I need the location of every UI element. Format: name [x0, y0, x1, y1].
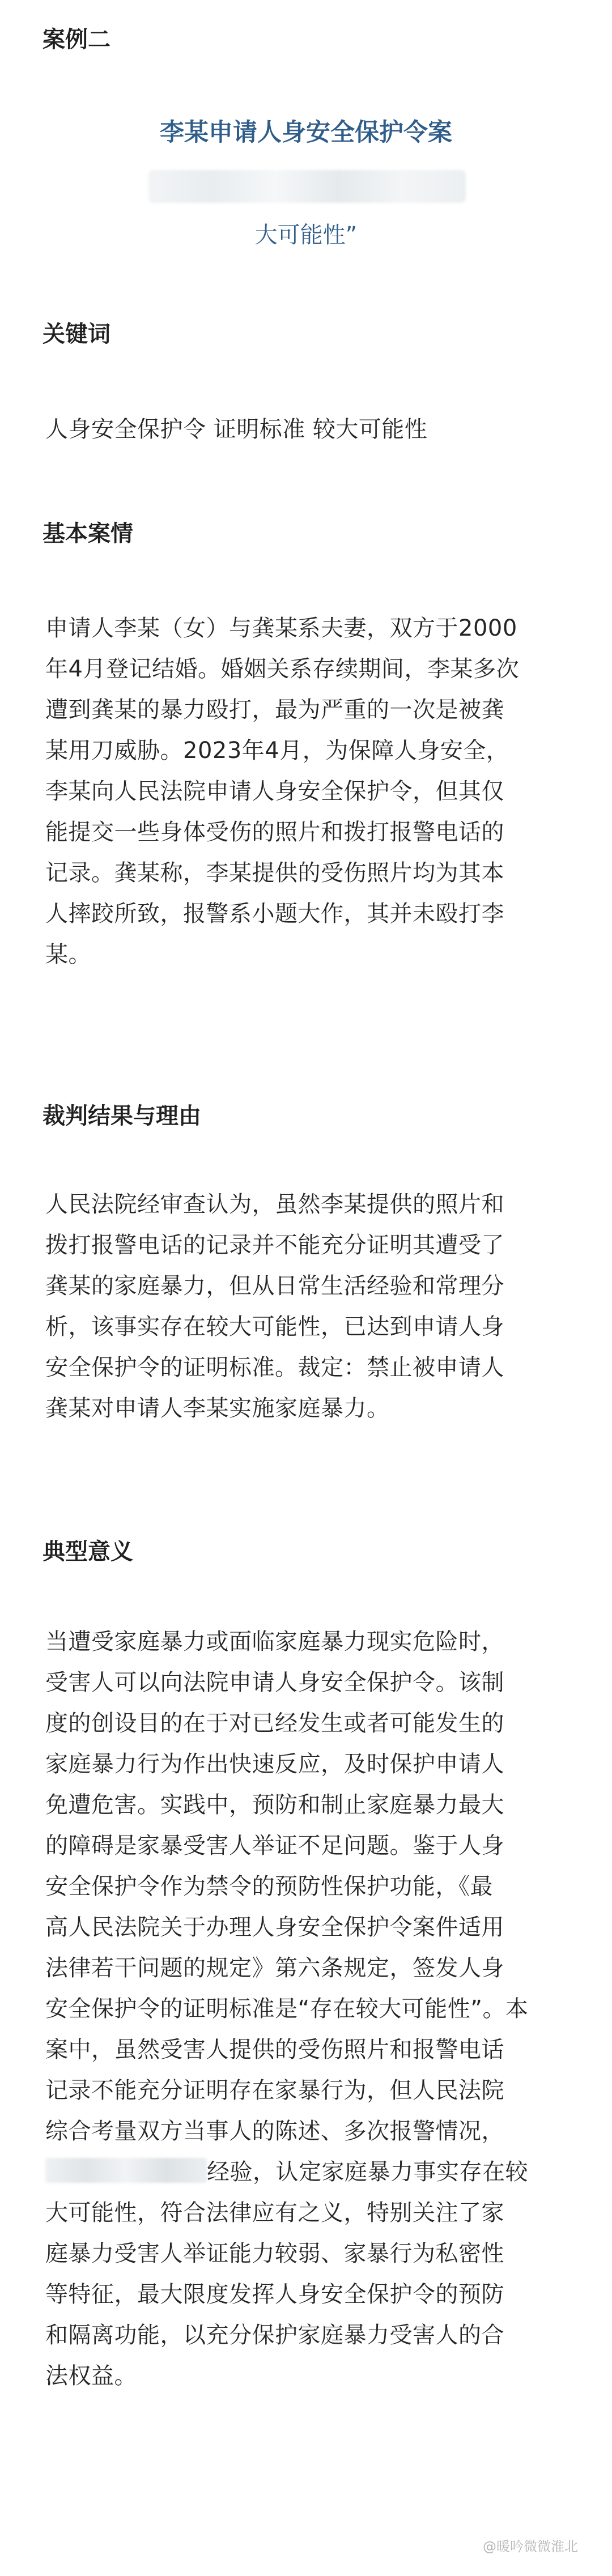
text-line: 当遭受家庭暴力或面临家庭暴力现实危险时，: [45, 1629, 504, 1655]
text-line: 等特征，最大限度发挥人身安全保护令的预防: [45, 2281, 504, 2307]
text-line: 安全保护令的证明标准。裁定：禁止被申请人: [45, 1355, 504, 1381]
judgment-paragraph: [45, 1184, 572, 1429]
text-line: 年4月登记结婚。婚姻关系存续期间，李某多次: [45, 656, 519, 682]
text-line: 安全保护令的证明标准是“存在较大可能性”。本: [45, 1996, 529, 2022]
text-line: 受害人可以向法院申请人身安全保护令。该制: [45, 1670, 504, 1696]
text-line: 的障碍是家暴受害人举证不足问题。鉴于人身: [45, 1833, 504, 1859]
case-subtitle: 大可能性”: [254, 222, 358, 248]
text-line: 法权益。: [45, 2363, 137, 2389]
text-line: 能提交一些身体受伤的照片和拨打报警电话的: [45, 819, 504, 845]
text-line: 法律若干问题的规定》第六条规定，签发人身: [45, 1955, 504, 1981]
text-line-tail: 经验，认定家庭暴力事实存在较: [207, 2159, 528, 2185]
text-line-partially-blurred: [45, 2152, 572, 2192]
text-line: 遭到龚某的暴力殴打，最为严重的一次是被龚: [45, 697, 504, 723]
blurred-subtitle-region: [148, 170, 466, 203]
text-line: 申请人李某（女）与龚某系夫妻，双方于2000: [45, 615, 517, 641]
text-line: 庭暴力受害人举证能力较弱、家暴行为私密性: [45, 2241, 504, 2267]
judgment-heading: 裁判结果与理由: [42, 1103, 201, 1129]
text-line: 度的创设目的在于对已经发生或者可能发生的: [45, 1710, 504, 1736]
text-line: 李某向人民法院申请人身安全保护令，但其仅: [45, 778, 504, 804]
text-line: 案中，虽然受害人提供的受伤照片和报警电话: [45, 2037, 504, 2063]
keywords-text: [45, 409, 572, 450]
text-line: 综合考量双方当事人的陈述、多次报警情况，: [45, 2118, 504, 2144]
keywords-line: 人身安全保护令 证明标准 较大可能性: [45, 416, 428, 442]
text-line: 某用刀威胁。2023年4月，为保障人身安全，: [45, 738, 509, 764]
text-line: 人民法院经审查认为，虽然李某提供的照片和: [45, 1191, 504, 1217]
text-line: 安全保护令作为禁令的预防性保护功能，《最: [45, 1874, 493, 1900]
text-line: 免遭危害。实践中，预防和制止家庭暴力最大: [45, 1792, 504, 1818]
blurred-text-region: [45, 2158, 207, 2183]
text-line: 龚某对申请人李某实施家庭暴力。: [45, 1395, 390, 1421]
text-line: 大可能性，符合法律应有之义，特别关注了家: [45, 2200, 504, 2226]
case-label: 案例二: [42, 27, 110, 53]
keywords-heading: 关键词: [42, 321, 110, 347]
significance-paragraph: [45, 1621, 572, 2396]
text-line: 和隔离功能，以充分保护家庭暴力受害人的合: [45, 2322, 504, 2348]
text-line: 高人民法院关于办理人身安全保护令案件适用: [45, 1914, 504, 1940]
watermark: @暖吟微微淮北: [483, 2539, 578, 2554]
significance-heading: 典型意义: [42, 1539, 133, 1565]
text-line: 记录不能充分证明存在家暴行为，但人民法院: [45, 2077, 504, 2104]
text-line: 人摔跤所致，报警系小题大作，其并未殴打李: [45, 901, 504, 927]
text-line: 析，该事实存在较大可能性，已达到申请人身: [45, 1314, 504, 1340]
text-line: 拨打报警电话的记录并不能充分证明其遭受了: [45, 1232, 504, 1258]
facts-heading: 基本案情: [42, 521, 133, 547]
facts-paragraph: [45, 608, 572, 975]
case-title: 李某申请人身安全保护令案: [160, 118, 452, 147]
text-line: 家庭暴力行为作出快速反应，及时保护申请人: [45, 1751, 504, 1777]
text-line: 某。: [45, 942, 91, 968]
text-line: 记录。龚某称，李某提供的受伤照片均为其本: [45, 860, 504, 886]
text-line: 龚某的家庭暴力，但从日常生活经验和常理分: [45, 1273, 504, 1299]
